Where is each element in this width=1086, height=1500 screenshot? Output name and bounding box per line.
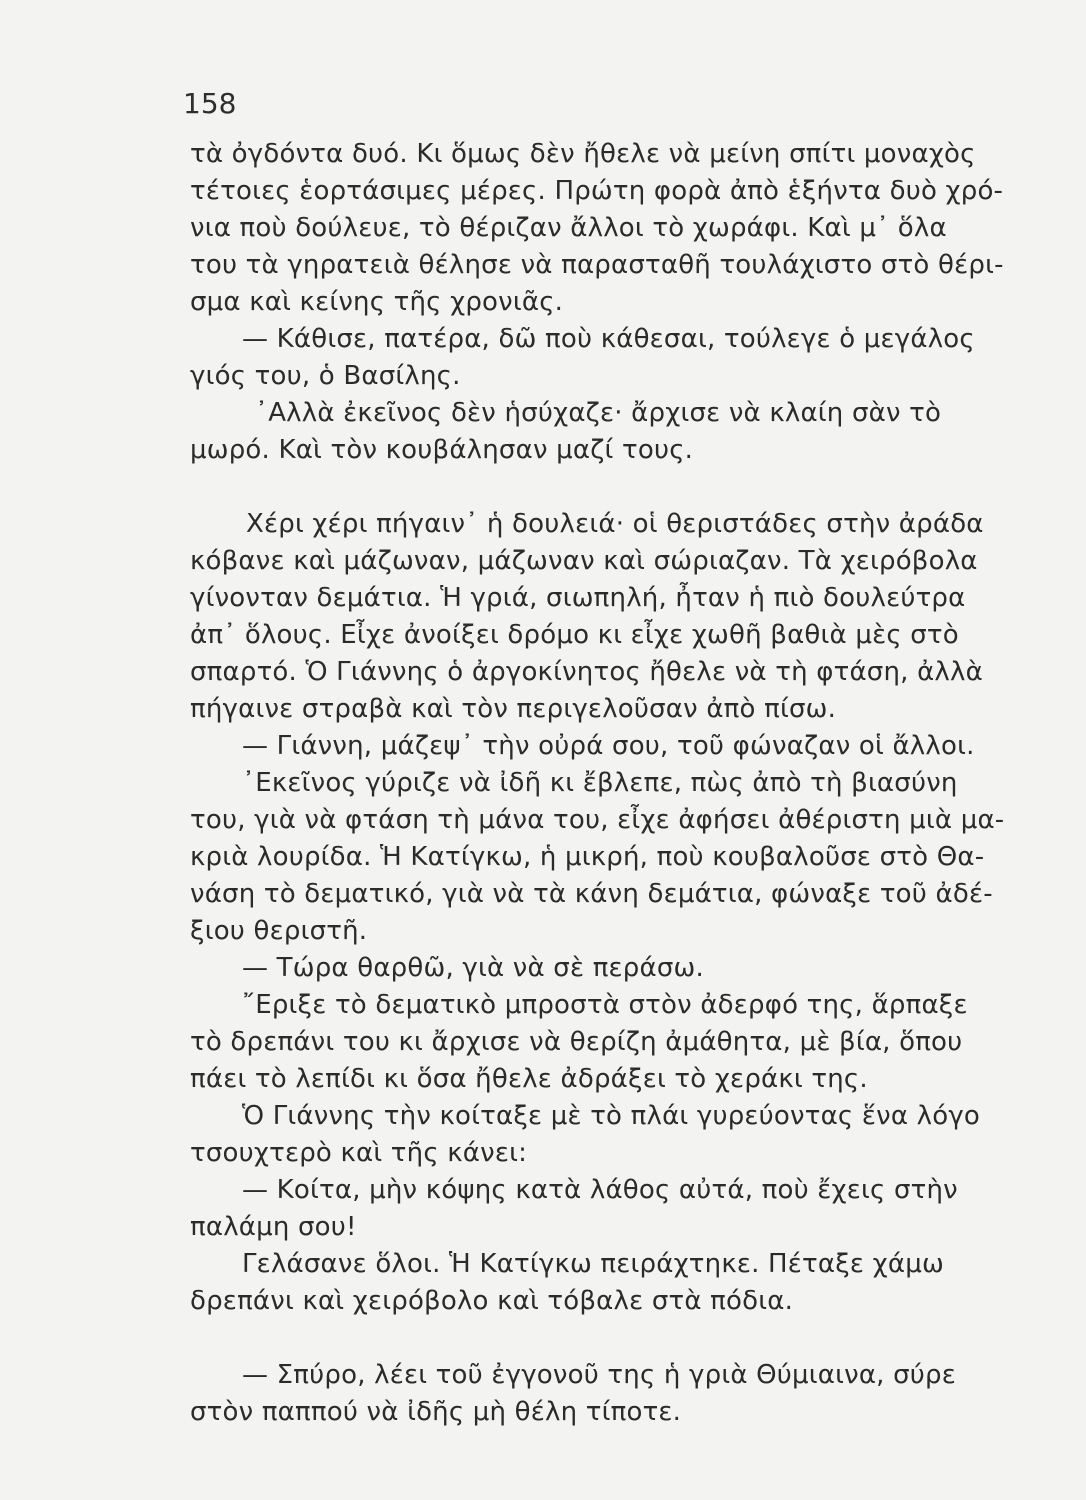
text-line: νάση τὸ δεματικό, γιὰ νὰ τὰ κάνη δεμάτια, φώναξε τοῦ ἀδέ- xyxy=(190,879,993,909)
text-line: δρεπάνι καὶ χειρόβολο καὶ τόβαλε στὰ πόδια. xyxy=(190,1286,794,1316)
text-line: Γελάσανε ὅλοι. Ἡ Κατίγκω πειράχτηκε. Πέταξε χάμω xyxy=(242,1249,944,1279)
page-number: 158 xyxy=(183,87,237,120)
text-line: Χέρι χέρι πήγαιν᾽ ἡ δουλειά· οἱ θεριστάδες στὴν ἀράδα xyxy=(246,509,984,539)
text-line: ᾽Εκεῖνος γύριζε νὰ ἰδῆ κι ἔβλεπε, πὼς ἀπὸ τὴ βιασύνη xyxy=(242,768,958,798)
text-line: γίνονταν δεμάτια. Ἡ γριά, σιωπηλή, ἦταν ἡ πιὸ δουλεύτρα xyxy=(190,583,966,613)
text-line: στὸν παππού νὰ ἰδῆς μὴ θέλη τίποτε. xyxy=(190,1397,682,1427)
text-line: νια ποὺ δούλευε, τὸ θέριζαν ἄλλοι τὸ χωράφι. Καὶ μ᾽ ὅλα xyxy=(190,213,947,243)
text-line: Ὁ Γιάννης τὴν κοίταξε μὲ τὸ πλάι γυρεύοντας ἕνα λόγο xyxy=(242,1101,981,1131)
paragraph-gap xyxy=(190,1320,1030,1357)
text-line: πάει τὸ λεπίδι κι ὅσα ἤθελε ἀδράξει τὸ χεράκι της. xyxy=(190,1064,868,1094)
text-line: κόβανε καὶ μάζωναν, μάζωναν καὶ σώριαζαν. Τὰ χειρόβολα xyxy=(190,546,978,576)
text-line: σπαρτό. Ὁ Γιάννης ὁ ἀργοκίνητος ἤθελε νὰ τὴ φτάση, ἀλλὰ xyxy=(190,657,983,687)
text-line: τὰ ὀγδόντα δυό. Κι ὅμως δὲν ἤθελε νὰ μείνη σπίτι μοναχὸς xyxy=(190,139,976,169)
text-line: ξιου θεριστῆ. xyxy=(190,916,368,946)
text-line: κριὰ λουρίδα. Ἡ Κατίγκω, ἡ μικρή, ποὺ κουβαλοῦσε στὸ Θα- xyxy=(190,842,985,872)
text-line: — Σπύρο, λέει τοῦ ἐγγονοῦ της ἡ γριὰ Θύμιαινα, σύρε xyxy=(242,1360,956,1390)
text-line: τέτοιες ἑορτάσιμες μέρες. Πρώτη φορὰ ἀπὸ ἑξήντα δυὸ χρό- xyxy=(190,176,1004,206)
text-line: σμα καὶ κείνης τῆς χρονιᾶς. xyxy=(190,287,564,317)
text-line: μωρό. Καὶ τὸν κουβάλησαν μαζί τους. xyxy=(190,435,694,465)
paragraph-gap xyxy=(190,469,1030,506)
text-line: ῎Εριξε τὸ δεματικὸ μπροστὰ στὸν ἀδερφό της, ἅρπαξε xyxy=(242,990,968,1020)
text-line: ᾽Αλλὰ ἐκεῖνος δὲν ἡσύχαζε· ἄρχισε νὰ κλαίη σὰν τὸ xyxy=(255,398,942,428)
text-line: — Κάθισε, πατέρα, δῶ ποὺ κάθεσαι, τούλεγε ὁ μεγάλος xyxy=(242,324,975,354)
text-line: — Γιάννη, μάζεψ᾽ τὴν οὐρά σου, τοῦ φώναζαν οἱ ἄλλοι. xyxy=(242,731,975,761)
body-text xyxy=(190,136,1030,1431)
text-line: ἀπ᾽ ὅλους. Εἶχε ἀνοίξει δρόμο κι εἶχε χωθῆ βαθιὰ μὲς στὸ xyxy=(190,620,959,650)
text-line: γιός του, ὁ Βασίλης. xyxy=(190,361,461,391)
text-line: τὸ δρεπάνι του κι ἄρχισε νὰ θερίζη ἀμάθητα, μὲ βία, ὅπου xyxy=(190,1027,963,1057)
text-line: πήγαινε στραβὰ καὶ τὸν περιγελοῦσαν ἀπὸ πίσω. xyxy=(190,694,837,724)
text-line: — Τώρα θαρθῶ, γιὰ νὰ σὲ περάσω. xyxy=(242,953,704,983)
text-line: του, γιὰ νὰ φτάση τὴ μάνα του, εἶχε ἀφήσει ἀθέριστη μιὰ μα- xyxy=(190,805,1005,835)
text-line: τσουχτερὸ καὶ τῆς κάνει: xyxy=(190,1138,528,1168)
text-line: του τὰ γηρατειὰ θέλησε νὰ παρασταθῆ τουλάχιστο στὸ θέρι- xyxy=(190,250,1004,280)
text-line: — Κοίτα, μὴν κόψης κατὰ λάθος αὐτά, ποὺ ἔχεις στὴν xyxy=(242,1175,958,1205)
text-line: παλάμη σου! xyxy=(190,1212,357,1242)
